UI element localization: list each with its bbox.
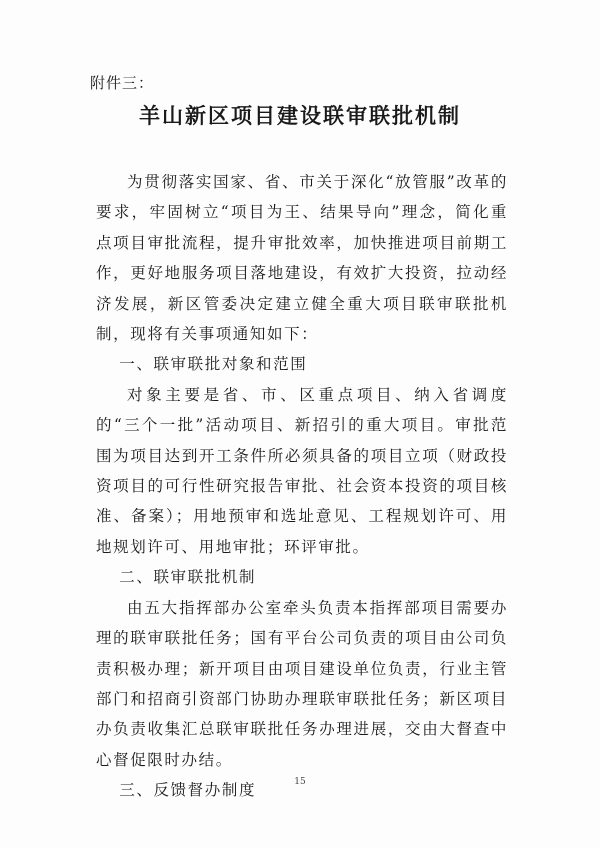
section-heading-mechanism: 二、联审联批机制 — [119, 568, 257, 587]
document-title: 羊山新区项目建设联审联批机制 — [139, 103, 461, 128]
document-body — [96, 167, 508, 806]
section-paragraph-scope: 对象主要是省、市、区重点项目、纳入省调度的“三个一批”活动项目、新招引的重大项目。审批范围为项目达到开工条件所必须具备的项目立项（财政投资项目的可行性研究报告审批、社会资本投资的项目核准、备案）；用地预审和选址意见、工程规划许可、用地规划许可、用地审批；环评审批。 — [96, 385, 508, 556]
section-heading-feedback: 三、反馈督办制度 — [119, 781, 257, 800]
section-heading-scope: 一、联审联批对象和范围 — [119, 355, 308, 374]
section-paragraph-mechanism: 由五大指挥部办公室牵头负责本指挥部项目需要办理的联审联批任务；国有平台公司负责的项目由公司负责积极办理；新开项目由项目建设单位负责，行业主管部门和招商引资部门协助办理联审联批任务；新区项目办负责收集汇总联审联批任务办理进展，交由大督查中心督促限时办结。 — [96, 598, 508, 769]
intro-paragraph: 为贯彻落实国家、省、市关于深化“放管服”改革的要求，牢固树立“项目为王、结果导向”理念，简化重点项目审批流程，提升审批效率，加快推进项目前期工作，更好地服务项目落地建设，有效扩大投资，拉动经济发展，新区管委决定建立健全重大项目联审联批机制，现将有关事项通知如下： — [96, 173, 508, 344]
attachment-label: 附件三： — [90, 74, 155, 92]
page-number: 15 — [294, 777, 306, 787]
